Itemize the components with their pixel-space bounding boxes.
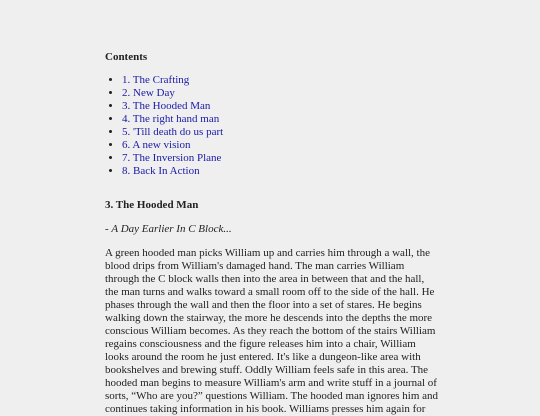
chapter-title: 3. The Hooded Man (105, 199, 199, 211)
toc-item (122, 139, 440, 152)
chapter-paragraph: A green hooded man picks William up and carries him through a wall, the blood drips from William's damaged hand. The man carries William through the C block walls then into the area in between that and the hall, the man turns and walks toward a small room off to the side of the hall. He phases through the wall and then the floor into a set of stares. He begins walking down the stairway, the more he descends into the depths the more conscious William becomes. As they reach the bottom of the stairs William regains consciousness and the figure releases him into a chair, William looks around the room he just entered. It's like a dungeon-like area with bookshelves and brewing stuff. Oddly William feels safe in this area. The hooded man begins to measure William's arm and write stuff in a journal of sorts, “Who are you?” questions William. The hooded man ignores him and continues taking information in his book. Williams presses him again for (105, 247, 439, 415)
subtitle-text: A Day Earlier In C Block... (111, 223, 232, 235)
toc-link-7[interactable]: 7. The Inversion Plane (122, 152, 222, 164)
toc-link-8[interactable]: 8. Back In Action (122, 165, 200, 177)
subtitle-dash: - (105, 223, 112, 235)
chapter-content (105, 50, 440, 416)
toc-item (122, 113, 440, 126)
toc-link-2[interactable]: 2. New Day (122, 87, 175, 99)
toc-item (122, 165, 440, 178)
toc-item (122, 100, 440, 113)
toc-item (122, 152, 440, 165)
toc-link-1[interactable]: 1. The Crafting (122, 74, 190, 86)
toc-link-3[interactable]: 3. The Hooded Man (122, 100, 211, 112)
chapter-subtitle (105, 222, 440, 236)
toc-item (122, 126, 440, 139)
toc-link-5[interactable]: 5. 'Till death do us part (122, 126, 224, 138)
toc-link-4[interactable]: 4. The right hand man (122, 113, 220, 125)
toc-item (122, 87, 440, 100)
toc-item (122, 74, 440, 87)
contents-heading: Contents (105, 51, 148, 63)
table-of-contents (105, 74, 440, 178)
toc-link-6[interactable]: 6. A new vision (122, 139, 191, 151)
